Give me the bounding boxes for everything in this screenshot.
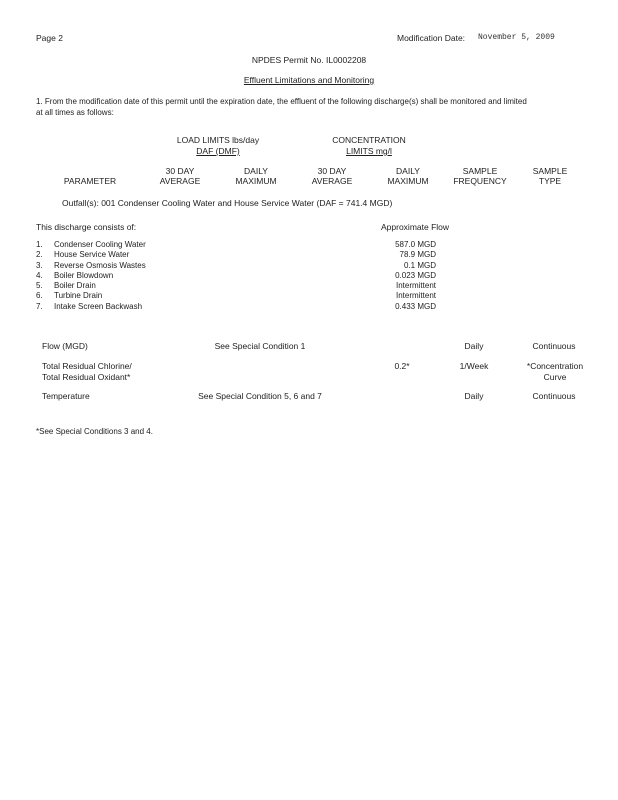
flow-value: 0.023 MGD bbox=[395, 270, 436, 280]
footnote: *See Special Conditions 3 and 4. bbox=[36, 427, 153, 436]
param-chlorine-type: *Concentration Curve bbox=[526, 361, 584, 382]
discharge-intro: This discharge consists of: bbox=[36, 222, 137, 232]
flow-value: 0.433 MGD bbox=[395, 301, 436, 311]
discharge-list bbox=[36, 240, 146, 312]
intro-line-1: 1. From the modification date of this permit until the expiration date, the effluent of the following discharge(s) shall be monitored and limited bbox=[36, 97, 527, 106]
param-temperature-note: See Special Condition 5, 6 and 7 bbox=[198, 391, 322, 401]
list-item: 2. House Service Water bbox=[36, 250, 130, 260]
param-chlorine-daily-max: 0.2* bbox=[394, 361, 410, 371]
param-temperature-type: Continuous bbox=[532, 391, 576, 401]
list-item: 5. Boiler Drain bbox=[36, 281, 96, 291]
param-flow-name: Flow (MGD) bbox=[42, 341, 88, 351]
conc-30day-heading: 30 DAY AVERAGE bbox=[311, 166, 353, 186]
param-flow-frequency: Daily bbox=[464, 341, 484, 351]
modification-date: November 5, 2009 bbox=[478, 33, 555, 42]
param-chlorine-name: Total Residual Chlorine/ Total Residual Oxidant* bbox=[42, 361, 132, 382]
flow-value: 78.9 MGD bbox=[399, 250, 436, 260]
load-daily-heading: DAILY MAXIMUM bbox=[235, 166, 277, 186]
permit-number: NPDES Permit No. IL0002208 bbox=[251, 55, 367, 65]
load-limits-subheading: DAF (DMF) bbox=[196, 146, 240, 156]
sample-type-heading: SAMPLE TYPE bbox=[532, 166, 568, 186]
concentration-subheading: LIMITS mg/l bbox=[346, 146, 392, 156]
concentration-heading: CONCENTRATION bbox=[332, 135, 406, 145]
param-flow-type: Continuous bbox=[532, 341, 576, 351]
page-number: Page 2 bbox=[36, 33, 63, 43]
param-temperature-name: Temperature bbox=[42, 391, 90, 401]
flow-value: 587.0 MGD bbox=[395, 240, 436, 249]
flow-values bbox=[366, 240, 436, 312]
parameter-heading: PARAMETER bbox=[63, 176, 117, 186]
list-item: 4. Boiler Blowdown bbox=[36, 270, 114, 280]
load-limits-heading: LOAD LIMITS lbs/day bbox=[176, 135, 260, 145]
list-item: 7. Intake Screen Backwash bbox=[36, 301, 143, 311]
modification-label: Modification Date: bbox=[397, 33, 466, 43]
list-item: 6. Turbine Drain bbox=[36, 291, 103, 301]
outfall-description: Outfall(s): 001 Condenser Cooling Water and House Service Water (DAF = 741.4 MGD) bbox=[62, 198, 393, 208]
load-30day-heading: 30 DAY AVERAGE bbox=[159, 166, 201, 186]
conc-daily-heading: DAILY MAXIMUM bbox=[387, 166, 429, 186]
param-temperature-frequency: Daily bbox=[464, 391, 484, 401]
list-item: 3. Reverse Osmosis Wastes bbox=[36, 260, 146, 270]
section-title: Effluent Limitations and Monitoring bbox=[243, 75, 375, 85]
flow-value: 0.1 MGD bbox=[403, 260, 436, 270]
flow-value: Intermittent bbox=[395, 291, 436, 301]
param-flow-note: See Special Condition 1 bbox=[214, 341, 306, 351]
param-chlorine-frequency: 1/Week bbox=[459, 361, 489, 371]
sample-frequency-heading: SAMPLE FREQUENCY bbox=[453, 166, 507, 186]
list-item: 1. Condenser Cooling Water bbox=[36, 240, 146, 249]
approximate-flow-heading: Approximate Flow bbox=[381, 222, 450, 232]
intro-line-2: at all times as follows: bbox=[36, 108, 114, 117]
flow-value: Intermittent bbox=[395, 281, 436, 291]
